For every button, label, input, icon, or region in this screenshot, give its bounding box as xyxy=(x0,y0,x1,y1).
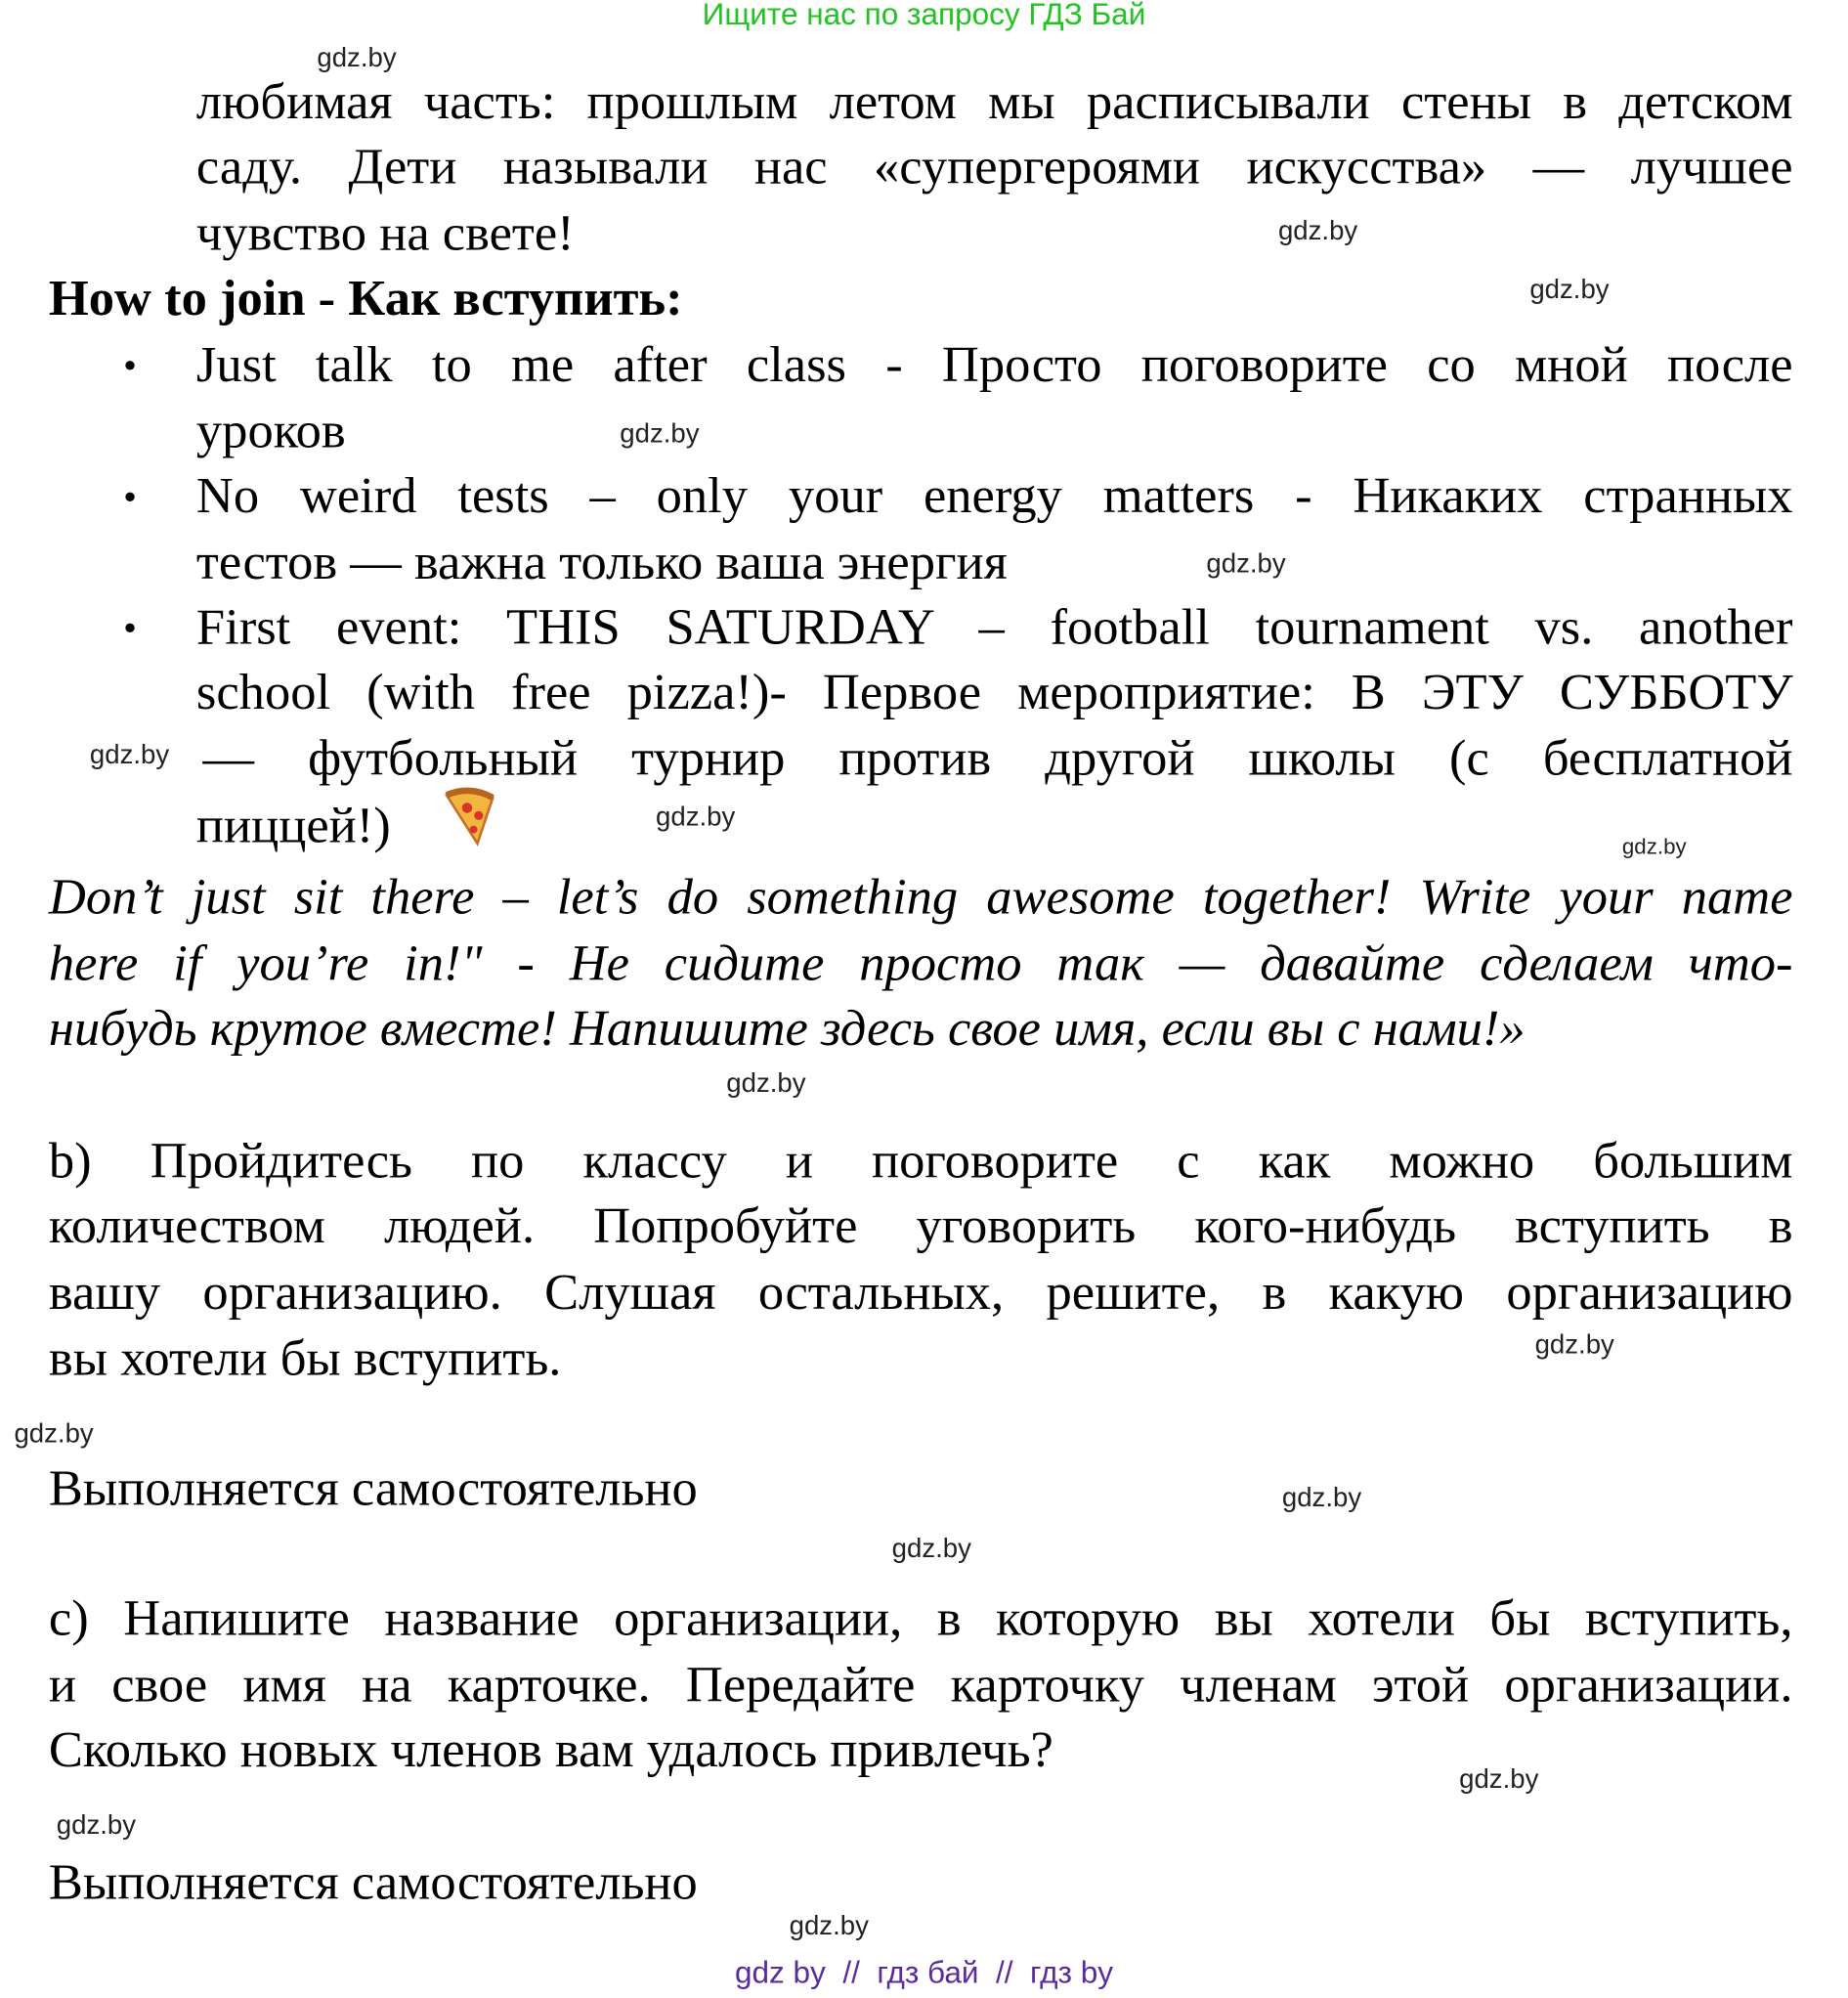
task-b-line: вы хотели бы вступить. xyxy=(48,1328,562,1387)
watermark: gdz.by xyxy=(14,1419,94,1450)
bullet-line: Just talk to me after class - Просто поговорите со мной после xyxy=(195,334,1793,393)
watermark: gdz.by xyxy=(1529,275,1610,305)
watermark: gdz.by xyxy=(1277,216,1358,246)
bullet-line: уроков xyxy=(195,401,346,459)
bullet-icon: • xyxy=(123,607,137,650)
task-b-line: вашу организацию. Слушая остальных, решите, в какую организацию xyxy=(48,1262,1793,1321)
watermark: gdz.by xyxy=(1459,1764,1539,1795)
text-line: любимая часть: прошлым летом мы расписывали стены в детском xyxy=(195,72,1793,130)
task-b-line: b) Пройдитесь по классу и поговорите с как можно большим xyxy=(48,1131,1793,1190)
pizza-slice-icon xyxy=(442,788,495,847)
closing-line: Don’t just sit there – let’s do something awesome together! Write your name xyxy=(48,867,1793,926)
watermark: gdz.by xyxy=(89,740,170,770)
watermark: gdz.by xyxy=(1534,1329,1614,1360)
bullet-line: No weird tests – only your energy matters - Никаких странных xyxy=(195,466,1793,524)
watermark: gdz.by xyxy=(656,803,736,833)
search-hint-header: Ищите нас по запросу ГДЗ Бай xyxy=(702,0,1146,32)
task-c-line: c) Напишите название организации, в которую вы хотели бы вступить, xyxy=(48,1588,1793,1647)
bullet-line: пиццей!) xyxy=(195,796,391,854)
section-heading-how-to-join xyxy=(49,265,683,331)
bullet-icon: • xyxy=(123,345,137,388)
watermark: gdz.by xyxy=(1281,1483,1362,1513)
answer-b: Выполняется самостоятельно xyxy=(48,1458,698,1517)
task-b-line: количеством людей. Попробуйте уговорить кого-нибудь вступить в xyxy=(48,1196,1793,1254)
task-c-line: Сколько новых членов вам удалось привлечь? xyxy=(48,1719,1053,1778)
text-line: саду. Дети называли нас «супергероями искусства» — лучшее xyxy=(195,137,1793,195)
watermark: gdz.by xyxy=(56,1810,137,1841)
bullet-line: — футбольный турнир против другой школы (с бесплатной xyxy=(202,728,1793,787)
closing-line: here if you’re in!" - Не сидите просто так — давайте сделаем что- xyxy=(48,934,1793,992)
watermark: gdz.by xyxy=(726,1068,806,1099)
closing-line: нибудь крутое вместе! Напишите здесь свое имя, если вы с нами!» xyxy=(48,999,1526,1057)
task-c-line: и свое имя на карточке. Передайте карточку членам этой организации. xyxy=(48,1655,1793,1714)
watermark: gdz.by xyxy=(891,1534,971,1564)
watermark: gdz.by xyxy=(317,43,397,73)
bullet-line: school (with free pizza!)- Первое мероприятие: В ЭТУ СУББОТУ xyxy=(195,662,1793,720)
heading-ru: Как вступить: xyxy=(348,269,683,326)
footer-links[interactable]: gdz by // гдз бай // гдз by xyxy=(734,1956,1114,1991)
answer-c: Выполняется самостоятельно xyxy=(48,1852,698,1911)
watermark: gdz.by xyxy=(789,1911,869,1941)
heading-en: How to join - xyxy=(48,269,336,326)
bullet-icon: • xyxy=(123,476,137,519)
bullet-line: First event: THIS SATURDAY – football tournament vs. another xyxy=(195,597,1793,656)
watermark: gdz.by xyxy=(620,418,700,449)
watermark: gdz.by xyxy=(1206,548,1286,579)
text-line: чувство на свете! xyxy=(195,203,575,262)
bullet-line: тестов — важна только ваша энергия xyxy=(195,532,1008,590)
watermark: gdz.by xyxy=(1621,834,1687,859)
